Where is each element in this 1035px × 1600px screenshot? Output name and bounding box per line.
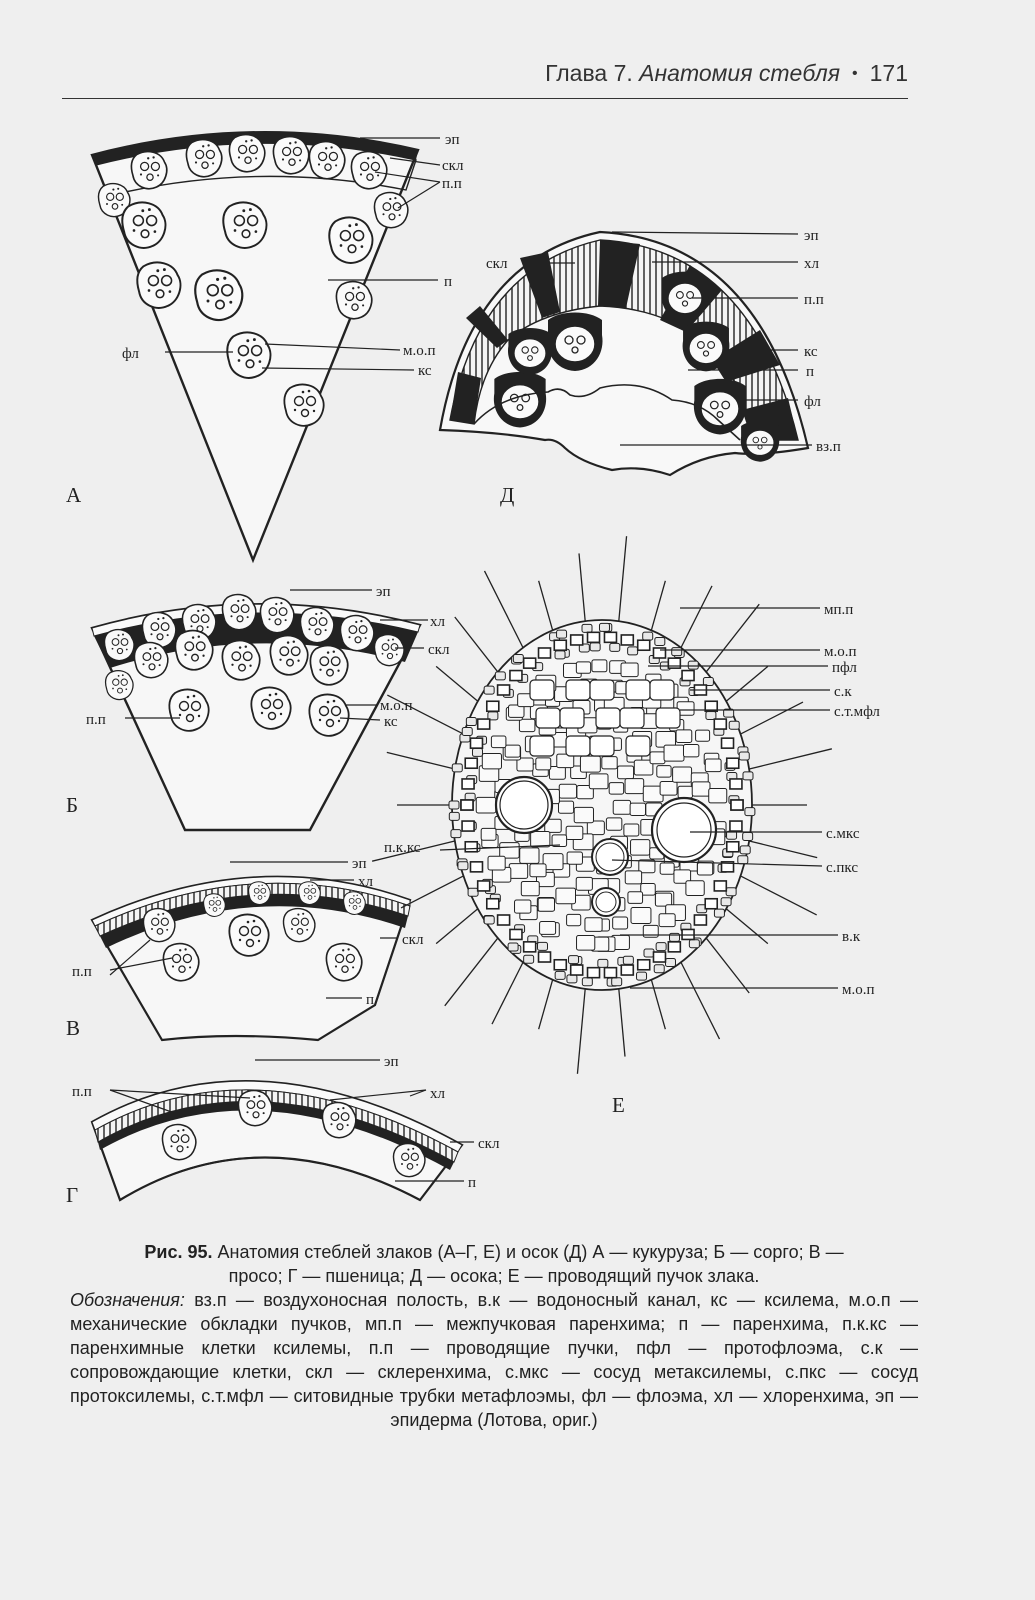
label-g-ep: эп (384, 1054, 399, 1070)
label-e-spks: с.пкс (826, 860, 859, 876)
bullet: • (852, 65, 858, 82)
label-v-p: п (366, 992, 375, 1008)
panel-a-drawing (92, 132, 418, 560)
label-a-fl: фл (122, 346, 139, 362)
label-e-mop2: м.о.п (842, 982, 875, 998)
label-d-fl: фл (804, 394, 821, 410)
panel-d-label: Д (500, 483, 515, 507)
label-a-ep: эп (445, 132, 460, 148)
label-v-ep: эп (352, 856, 367, 872)
label-a-pp: п.п (442, 176, 462, 192)
label-d-vzp: вз.п (816, 439, 841, 455)
label-g-skl: скл (478, 1136, 500, 1152)
page-header (62, 52, 908, 99)
label-e-sk: с.к (834, 684, 852, 700)
label-a-skl: скл (442, 158, 464, 174)
label-v-hl: хл (358, 874, 373, 890)
label-e-smks: с.мкс (826, 826, 860, 842)
figure-95 (0, 100, 1035, 1220)
panel-v-drawing (92, 877, 410, 1040)
label-d-p: п (806, 364, 815, 380)
label-v-skl: скл (402, 932, 424, 948)
label-b-hl: хл (430, 614, 445, 630)
running-head (545, 60, 908, 87)
panel-g-label: Г (66, 1183, 79, 1207)
label-d-ks: кс (804, 344, 818, 360)
panel-b-label: Б (66, 793, 79, 817)
label-d-pp: п.п (804, 292, 824, 308)
panel-v-label: В (66, 1016, 81, 1040)
label-a-p: п (444, 274, 453, 290)
panel-b-drawing (92, 595, 420, 830)
label-b-pp: п.п (86, 712, 106, 728)
label-e-stmfl: с.т.мфл (834, 704, 880, 720)
label-e-mop1: м.о.п (824, 644, 857, 660)
label-e-vk: в.к (842, 929, 861, 945)
label-d-ep: эп (804, 228, 819, 244)
chapter-title: Анатомия стебля (639, 60, 841, 86)
figure-caption (70, 1240, 918, 1432)
caption-title (70, 1240, 918, 1288)
label-b-ks: кс (384, 714, 398, 730)
label-e-mpp: мп.п (824, 602, 854, 618)
caption-line2: просо; Г — пшеница; Д — осока; Е — проводящий пучок злака. (228, 1266, 760, 1286)
label-g-p: п (468, 1175, 477, 1191)
label-e-pkks: п.к.кс (384, 840, 421, 856)
label-d-hl: хл (804, 256, 819, 272)
caption-line1: Анатомия стеблей злаков (А–Г, Е) и осок (Д) А — кукуруза; Б — сорго; В — (217, 1242, 844, 1262)
label-a-mop: м.о.п (403, 343, 436, 359)
legend-text: вз.п — воздухоносная полость, в.к — водоносный канал, кс — ксилема, м.о.п — механические обкладки пучков, мп.п — межпучковая паренхима; п — паренхима, п.к.кс — паренхимные клетки ксилемы, п.п — проводящие пучки, пфл — протофлоэма, с.к — сопровождающие клетки, скл — склеренхима, с.мкс — сосуд метаксилемы, с.пкс — сосуд протоксилемы, с.т.мфл — ситовидные трубки метафлоэмы, фл — флоэма, хл — хлоренхима, эп — эпидерма (Лотова, ориг.) (70, 1290, 918, 1430)
label-b-skl: скл (428, 642, 450, 658)
page-number: 171 (869, 60, 908, 86)
caption-fig-label: Рис. 95. (144, 1242, 213, 1262)
label-g-pp: п.п (72, 1084, 92, 1100)
label-a-ks: кс (418, 363, 432, 379)
panel-a-label: А (66, 483, 82, 507)
label-g-hl: хл (430, 1086, 445, 1102)
label-e-pfl: пфл (832, 660, 857, 676)
caption-legend (70, 1288, 918, 1432)
label-b-mop: м.о.п (380, 698, 413, 714)
chapter-label: Глава 7. (545, 60, 633, 86)
figure-drawing (0, 100, 1035, 1220)
label-b-ep: эп (376, 584, 391, 600)
label-v-pp: п.п (72, 964, 92, 980)
panel-g-drawing (92, 1081, 462, 1200)
legend-label: Обозначения: (70, 1290, 185, 1310)
label-d-skl: скл (486, 256, 508, 272)
panel-e-label: Е (612, 1093, 625, 1117)
